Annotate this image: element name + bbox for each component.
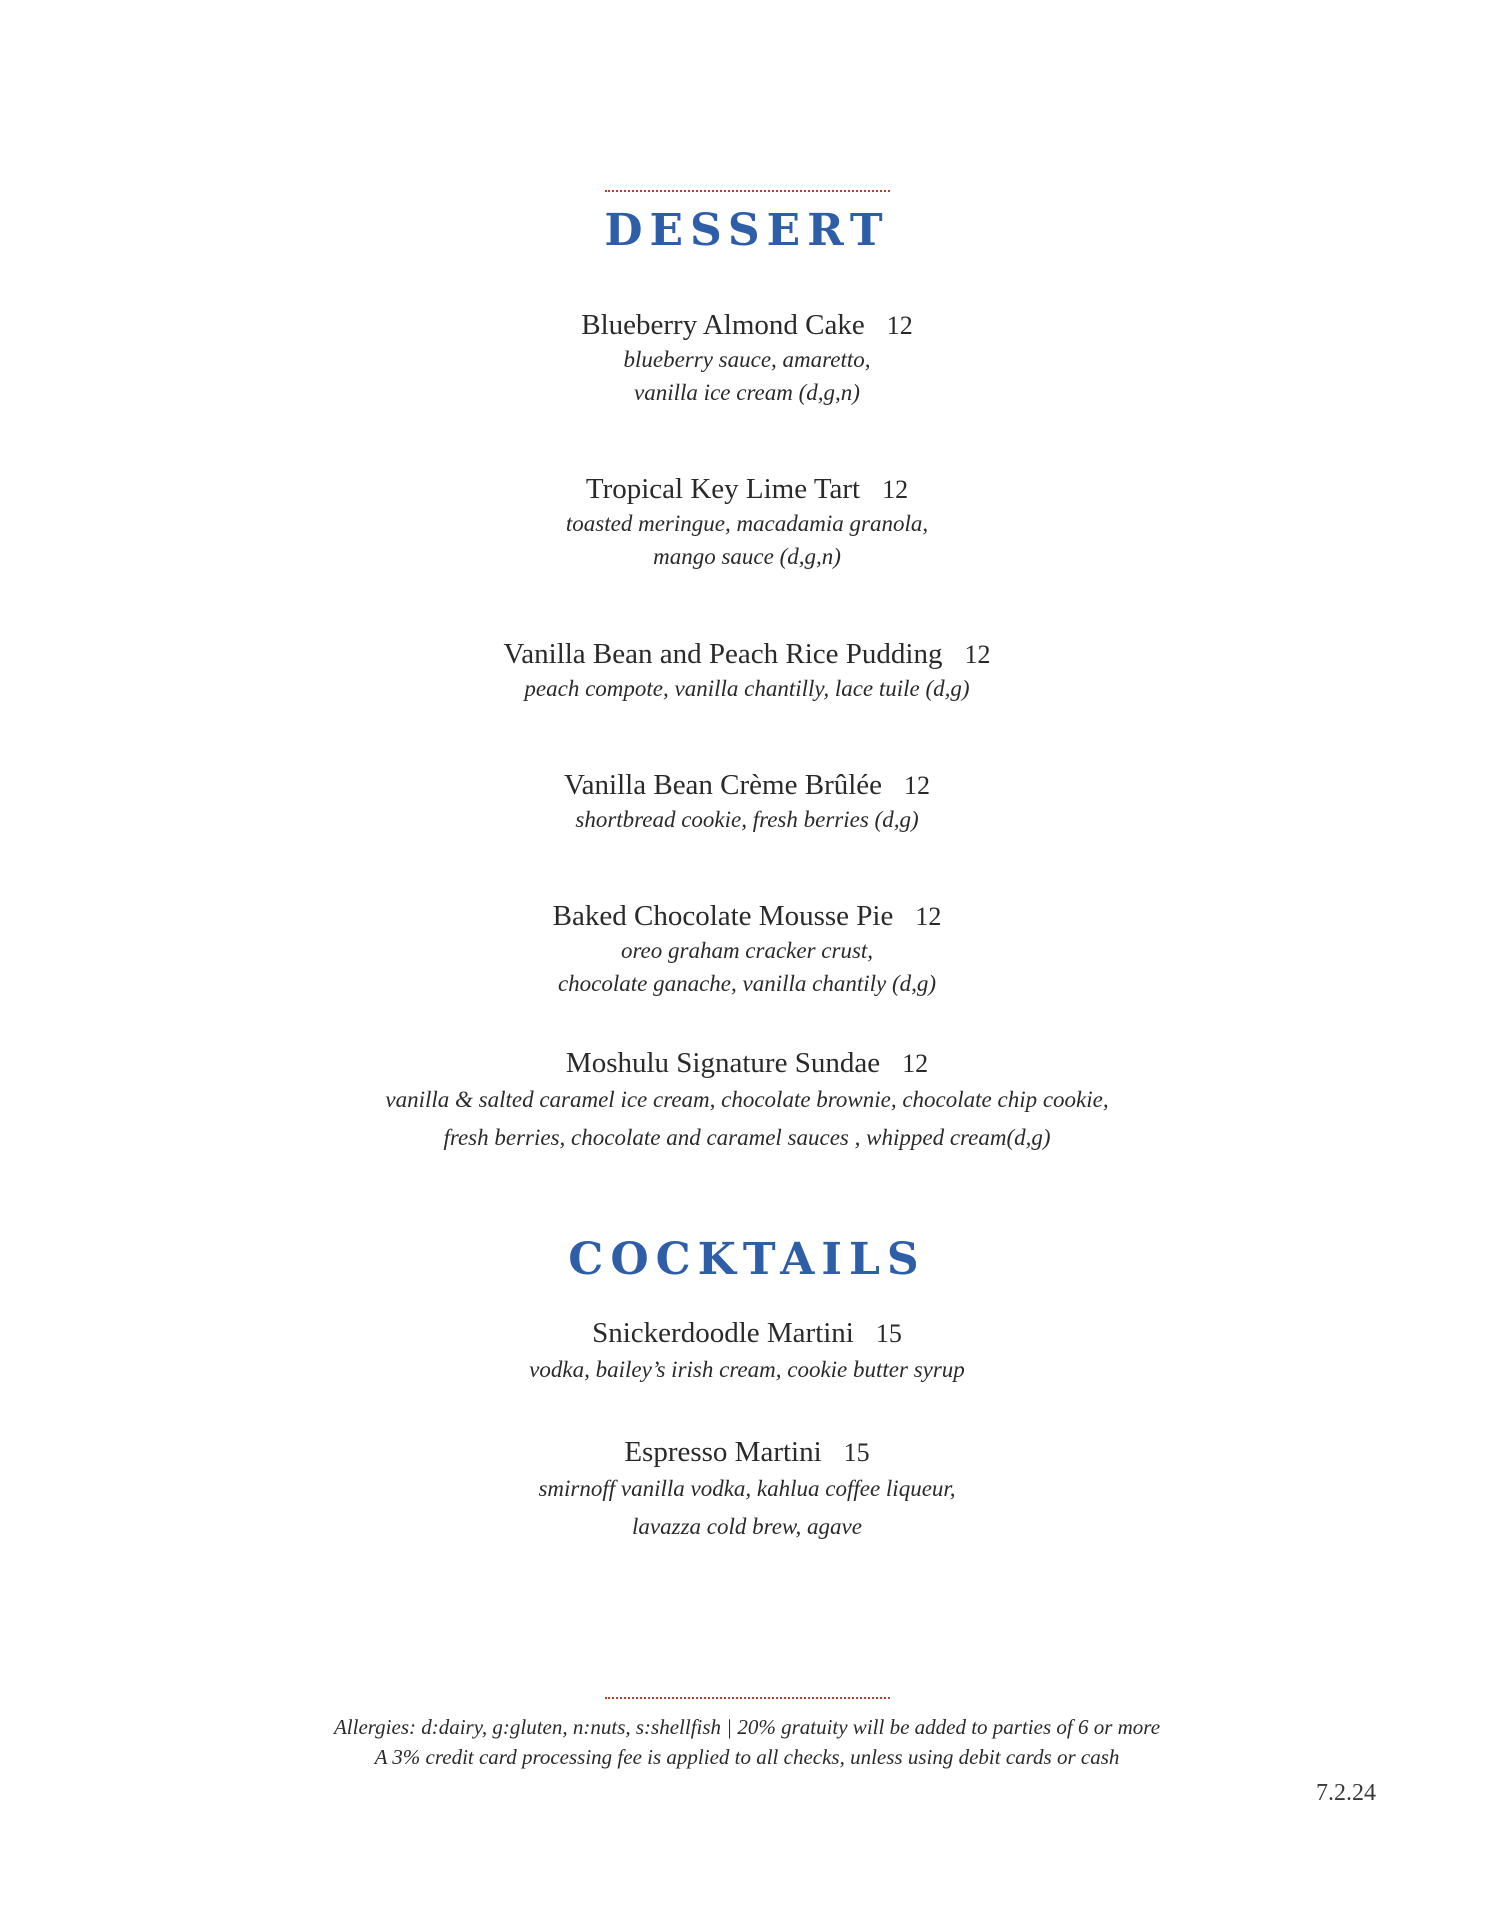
item-price: 12 — [902, 1049, 929, 1078]
item-price: 12 — [904, 771, 931, 800]
item-price: 15 — [875, 1319, 902, 1348]
footer-notes — [0, 1712, 1494, 1772]
item-description: chocolate ganache, vanilla chantily (d,g) — [557, 971, 937, 996]
allergy-note: Allergies: d:dairy, g:gluten, n:nuts, s:shellfish | 20% gratuity will be added to parties of 6 or more — [333, 1715, 1161, 1739]
item-description: fresh berries, chocolate and caramel sauces , whipped cream(d,g) — [443, 1125, 1051, 1150]
item-price: 12 — [964, 640, 991, 669]
item-description: lavazza cold brew, agave — [632, 1514, 862, 1539]
item-description: vanilla ice cream (d,g,n) — [634, 380, 860, 405]
menu-item — [0, 899, 1494, 1000]
item-name: Snickerdoodle Martini — [592, 1317, 854, 1349]
item-name: Vanilla Bean Crème Brûlée — [563, 769, 883, 801]
item-name: Moshulu Signature Sundae — [565, 1047, 881, 1079]
item-price: 15 — [843, 1438, 870, 1467]
menu-item — [0, 768, 1494, 836]
item-name: Vanilla Bean and Peach Rice Pudding — [503, 638, 943, 670]
menu-version: 7.2.24 — [1316, 1780, 1376, 1806]
menu-item — [0, 308, 1494, 409]
item-name: Baked Chocolate Mousse Pie — [552, 900, 894, 932]
menu-item — [0, 1046, 1494, 1157]
menu-item — [0, 637, 1494, 705]
item-name: Tropical Key Lime Tart — [585, 473, 861, 505]
item-description: vodka, bailey’s irish cream, cookie butter syrup — [529, 1357, 965, 1382]
item-price: 12 — [882, 475, 909, 504]
item-description: blueberry sauce, amaretto, — [623, 347, 871, 372]
item-price: 12 — [886, 311, 913, 340]
menu-item — [0, 472, 1494, 573]
item-name: Espresso Martini — [624, 1436, 822, 1468]
item-description: mango sauce (d,g,n) — [653, 544, 841, 569]
bottom-divider — [605, 1697, 890, 1699]
item-description: oreo graham cracker crust, — [620, 938, 874, 963]
fee-note: A 3% credit card processing fee is applied to all checks, unless using debit cards or cash — [374, 1745, 1120, 1769]
dessert-heading: DESSERT — [604, 205, 890, 256]
item-description: toasted meringue, macadamia granola, — [565, 511, 929, 536]
item-name: Blueberry Almond Cake — [581, 309, 865, 341]
menu-item — [0, 1435, 1494, 1546]
item-description: shortbread cookie, fresh berries (d,g) — [575, 807, 919, 832]
item-price: 12 — [915, 902, 942, 931]
menu-item — [0, 1316, 1494, 1389]
top-divider — [605, 190, 890, 192]
cocktails-heading: COCKTAILS — [568, 1234, 926, 1285]
item-description: peach compote, vanilla chantilly, lace tuile (d,g) — [524, 676, 970, 701]
item-description: vanilla & salted caramel ice cream, chocolate brownie, chocolate chip cookie, — [385, 1087, 1109, 1112]
item-description: smirnoff vanilla vodka, kahlua coffee liqueur, — [538, 1476, 956, 1501]
